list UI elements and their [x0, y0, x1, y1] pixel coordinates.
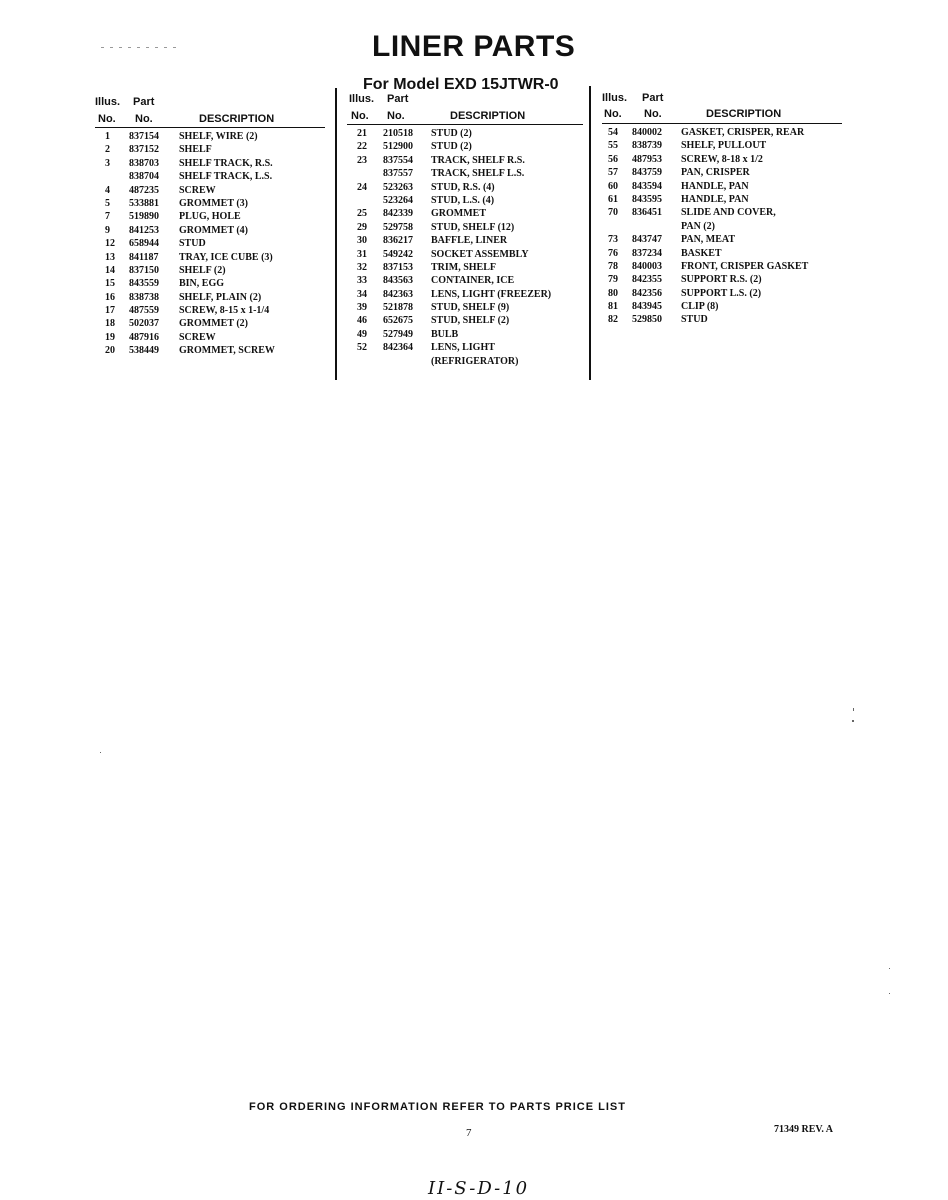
illus-no: 57 — [608, 167, 618, 179]
part-no: 523264 — [383, 194, 413, 206]
illus-no: 24 — [357, 181, 367, 193]
illus-no: 25 — [357, 208, 367, 220]
part-no: 837152 — [129, 144, 159, 156]
illus-no: 21 — [357, 128, 367, 139]
table-row — [347, 127, 583, 140]
part-description: SOCKET ASSEMBLY — [431, 248, 529, 260]
part-no: 838739 — [632, 140, 662, 152]
part-no: 843559 — [129, 278, 159, 290]
illus-no: 33 — [357, 275, 367, 287]
part-description: LENS, LIGHT (FREEZER) — [431, 288, 552, 300]
part-no: 838703 — [129, 157, 159, 169]
part-no: 843563 — [383, 275, 413, 287]
scan-speck — [100, 752, 101, 753]
table-row — [347, 154, 583, 167]
part-description: BAFFLE, LINER — [431, 235, 508, 247]
part-description: BIN, EGG — [179, 278, 225, 290]
illus-no: 79 — [608, 274, 618, 286]
part-no: 843747 — [632, 234, 662, 246]
illus-no: 73 — [608, 234, 618, 246]
table-row — [95, 237, 325, 250]
no-header: No. — [604, 108, 622, 120]
illus-no: 18 — [105, 318, 115, 330]
illus-no: 56 — [608, 153, 618, 165]
description-header: DESCRIPTION — [706, 108, 782, 120]
part-description: GROMMET, SCREW — [179, 345, 275, 357]
illus-no: 29 — [357, 221, 367, 233]
illus-no: 17 — [105, 305, 115, 317]
part-description: (REFRIGERATOR) — [431, 355, 519, 367]
table-row — [602, 273, 842, 286]
illus-no: 39 — [357, 302, 367, 314]
part-no: 549242 — [383, 248, 413, 260]
part-description: FRONT, CRISPER GASKET — [681, 260, 809, 272]
part-description: PAN, MEAT — [681, 234, 736, 246]
illus-no: 19 — [105, 331, 115, 343]
table-row — [347, 274, 583, 287]
part-no: 838704 — [129, 171, 159, 183]
table-row — [95, 170, 325, 183]
illus-no: 70 — [608, 207, 618, 219]
illus-no: 30 — [357, 235, 367, 247]
handwritten-note: II-S-D-10 — [428, 1178, 530, 1199]
table-row — [602, 126, 842, 139]
table-row — [95, 291, 325, 304]
part-no: 837153 — [383, 261, 413, 273]
part-description: SHELF, PULLOUT — [681, 140, 767, 152]
part-description: SHELF TRACK, L.S. — [179, 171, 273, 183]
table-row — [347, 341, 583, 354]
illus-no: 4 — [105, 184, 110, 196]
part-description: STUD — [179, 238, 206, 250]
part-no: 836217 — [383, 235, 413, 247]
part-description: SCREW, 8-15 x 1-1/4 — [179, 305, 270, 317]
table-row — [347, 248, 583, 261]
illus-no: 76 — [608, 247, 618, 259]
illus-no: 7 — [105, 211, 110, 223]
table-row — [95, 277, 325, 290]
scan-speck — [852, 720, 854, 722]
table-row — [95, 197, 325, 210]
table-row — [602, 153, 842, 166]
table-row — [95, 264, 325, 277]
table-row — [95, 304, 325, 317]
column-divider-2 — [589, 86, 591, 380]
part-description: TRACK, SHELF R.S. — [431, 154, 525, 166]
table-row — [95, 143, 325, 156]
part-description: STUD, R.S. (4) — [431, 181, 495, 193]
illus-no: 16 — [105, 291, 115, 303]
part-description: STUD, SHELF (9) — [431, 302, 510, 314]
part-no: 840002 — [632, 127, 662, 138]
part-no: 521878 — [383, 302, 413, 314]
scan-speck — [101, 47, 181, 48]
part-description: CONTAINER, ICE — [431, 275, 515, 287]
part-no: 842355 — [632, 274, 662, 286]
part-no: 837154 — [129, 131, 159, 142]
part-description: TRAY, ICE CUBE (3) — [179, 251, 273, 263]
illus-no: 52 — [357, 342, 367, 354]
part-no: 487916 — [129, 331, 159, 343]
table-row — [347, 234, 583, 247]
part-description: LENS, LIGHT — [431, 342, 495, 354]
illus-header: Illus. — [602, 92, 628, 104]
part-no: 843595 — [632, 193, 662, 205]
illus-no: 14 — [105, 264, 115, 276]
part-description: SHELF (2) — [179, 264, 226, 276]
part-description: STUD, L.S. (4) — [431, 194, 495, 206]
illus-no: 61 — [608, 193, 618, 205]
part-no: 523263 — [383, 181, 413, 193]
part-description: SUPPORT R.S. (2) — [681, 274, 762, 286]
table-row — [602, 139, 842, 152]
part-description: SCREW — [179, 184, 216, 196]
table-row — [347, 314, 583, 327]
parts-column-1 — [95, 96, 325, 358]
table-row — [95, 331, 325, 344]
part-no-header: No. — [644, 108, 662, 120]
header-rule — [95, 127, 325, 128]
table-row — [95, 210, 325, 223]
part-no: 842364 — [383, 342, 413, 354]
part-no: 837150 — [129, 264, 159, 276]
part-no: 658944 — [129, 238, 159, 250]
header-rule — [602, 123, 842, 124]
part-no: 210518 — [383, 128, 413, 139]
illus-no: 55 — [608, 140, 618, 152]
part-no: 841253 — [129, 224, 159, 236]
part-description: STUD (2) — [431, 128, 472, 139]
table-row — [602, 300, 842, 313]
table-row — [602, 193, 842, 206]
illus-no: 20 — [105, 345, 115, 357]
illus-no: 2 — [105, 144, 110, 156]
part-no: 836451 — [632, 207, 662, 219]
part-description: SHELF, WIRE (2) — [179, 131, 258, 142]
no-header: No. — [351, 110, 369, 122]
part-description: TRIM, SHELF — [431, 261, 497, 273]
part-header: Part — [642, 92, 664, 104]
column-header — [602, 92, 842, 126]
illus-no: 82 — [608, 314, 618, 326]
description-header: DESCRIPTION — [450, 110, 526, 122]
part-no: 842356 — [632, 287, 662, 299]
illus-no: 81 — [608, 301, 618, 313]
table-row — [602, 287, 842, 300]
table-row — [347, 194, 583, 207]
scan-speck — [889, 993, 890, 994]
part-description: GROMMET — [431, 208, 486, 220]
part-no: 487559 — [129, 305, 159, 317]
part-no: 843945 — [632, 301, 662, 313]
part-no: 519890 — [129, 211, 159, 223]
table-row — [602, 220, 842, 233]
illus-header: Illus. — [349, 93, 375, 105]
part-header: Part — [133, 96, 155, 108]
part-no-header: No. — [135, 113, 153, 125]
table-row — [602, 260, 842, 273]
part-no: 529850 — [632, 314, 662, 326]
part-description: GASKET, CRISPER, REAR — [681, 127, 805, 138]
illus-no: 9 — [105, 224, 110, 236]
illus-no: 13 — [105, 251, 115, 263]
part-header: Part — [387, 93, 409, 105]
table-row — [347, 167, 583, 180]
column-header — [347, 93, 583, 127]
part-no: 843759 — [632, 167, 662, 179]
illus-no: 12 — [105, 238, 115, 250]
table-row — [602, 206, 842, 219]
part-description: SHELF, PLAIN (2) — [179, 291, 262, 303]
illus-no: 1 — [105, 131, 110, 142]
illus-no: 54 — [608, 127, 618, 138]
document-reference: 71349 REV. A — [774, 1124, 833, 1135]
part-description: STUD (2) — [431, 141, 472, 153]
part-description: HANDLE, PAN — [681, 193, 749, 205]
part-description: HANDLE, PAN — [681, 180, 749, 192]
part-description: PLUG, HOLE — [179, 211, 241, 223]
part-description: STUD, SHELF (2) — [431, 315, 510, 327]
part-no: 512900 — [383, 141, 413, 153]
table-row — [347, 140, 583, 153]
part-description: STUD, SHELF (12) — [431, 221, 515, 233]
part-no: 533881 — [129, 197, 159, 209]
part-description: TRACK, SHELF L.S. — [431, 168, 525, 180]
part-description: SCREW — [179, 331, 216, 343]
table-row — [95, 130, 325, 143]
ordering-info-footer: FOR ORDERING INFORMATION REFER TO PARTS PRICE LIST — [249, 1101, 626, 1113]
table-row — [95, 224, 325, 237]
part-no: 538449 — [129, 345, 159, 357]
part-no: 502037 — [129, 318, 159, 330]
illus-no: 46 — [357, 315, 367, 327]
illus-no: 22 — [357, 141, 367, 153]
part-no: 527949 — [383, 328, 413, 340]
part-description: SUPPORT L.S. (2) — [681, 287, 762, 299]
scan-speck — [853, 708, 854, 711]
table-row — [95, 157, 325, 170]
table-row — [95, 344, 325, 357]
table-row — [347, 261, 583, 274]
illus-no: 5 — [105, 197, 110, 209]
part-description: BASKET — [681, 247, 722, 259]
table-row — [347, 207, 583, 220]
table-row — [347, 355, 583, 368]
part-description: SHELF TRACK, R.S. — [179, 157, 273, 169]
illus-no: 32 — [357, 261, 367, 273]
part-no: 838738 — [129, 291, 159, 303]
column-header — [95, 96, 325, 130]
parts-column-2 — [347, 93, 583, 368]
part-description: SHELF — [179, 144, 212, 156]
table-row — [602, 233, 842, 246]
part-no: 843594 — [632, 180, 662, 192]
table-row — [347, 288, 583, 301]
part-no: 529758 — [383, 221, 413, 233]
header-rule — [347, 124, 583, 125]
table-row — [347, 181, 583, 194]
illus-no: 78 — [608, 260, 618, 272]
part-no: 487235 — [129, 184, 159, 196]
part-description: GROMMET (4) — [179, 224, 248, 236]
page-title: LINER PARTS — [372, 30, 576, 63]
table-row — [602, 180, 842, 193]
description-header: DESCRIPTION — [199, 113, 275, 125]
illus-no: 60 — [608, 180, 618, 192]
table-row — [347, 328, 583, 341]
part-no: 840003 — [632, 260, 662, 272]
part-no: 837234 — [632, 247, 662, 259]
table-row — [95, 251, 325, 264]
table-row — [347, 301, 583, 314]
part-no: 487953 — [632, 153, 662, 165]
table-row — [95, 184, 325, 197]
table-row — [602, 247, 842, 260]
illus-no: 15 — [105, 278, 115, 290]
no-header: No. — [98, 113, 116, 125]
parts-column-3 — [602, 92, 842, 327]
part-description: SLIDE AND COVER, — [681, 207, 776, 219]
parts-rows — [347, 127, 583, 368]
illus-no: 34 — [357, 288, 367, 300]
part-no: 652675 — [383, 315, 413, 327]
part-no: 841187 — [129, 251, 159, 263]
illus-no: 23 — [357, 154, 367, 166]
illus-no: 31 — [357, 248, 367, 260]
part-description: BULB — [431, 328, 459, 340]
parts-rows — [95, 130, 325, 358]
part-no: 837557 — [383, 168, 413, 180]
table-row — [95, 317, 325, 330]
illus-no: 3 — [105, 157, 110, 169]
part-description: PAN, CRISPER — [681, 167, 750, 179]
model-subtitle: For Model EXD 15JTWR-0 — [363, 76, 559, 93]
part-no: 837554 — [383, 154, 413, 166]
table-row — [602, 166, 842, 179]
scan-speck — [889, 968, 890, 969]
table-row — [602, 313, 842, 326]
part-no-header: No. — [387, 110, 405, 122]
page-number: 7 — [466, 1127, 472, 1139]
part-description: GROMMET (2) — [179, 318, 248, 330]
part-no: 842339 — [383, 208, 413, 220]
part-description: CLIP (8) — [681, 301, 719, 313]
illus-no: 49 — [357, 328, 367, 340]
illus-header: Illus. — [95, 96, 121, 108]
part-description: PAN (2) — [681, 220, 715, 232]
part-description: GROMMET (3) — [179, 197, 248, 209]
part-description: STUD — [681, 314, 708, 326]
part-no: 842363 — [383, 288, 413, 300]
table-row — [347, 221, 583, 234]
column-divider-1 — [335, 88, 337, 380]
part-description: SCREW, 8-18 x 1/2 — [681, 153, 763, 165]
illus-no: 80 — [608, 287, 618, 299]
parts-rows — [602, 126, 842, 327]
